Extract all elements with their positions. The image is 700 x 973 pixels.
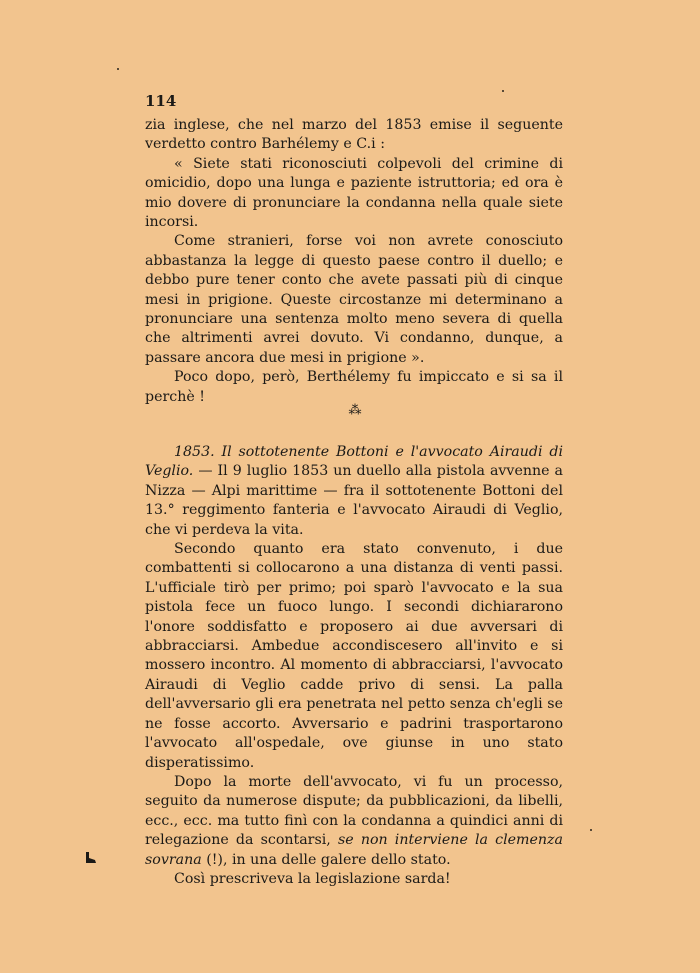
trial-text-before: Dopo la morte dell'avvocato, vi fu un processo, seguito da numerose dispute; da pubblicazioni, da libelli, ecc., ecc. ma tutto finì con la condanna a quindici anni di relegazione da scontarsi, xyxy=(145,773,563,849)
scan-speck xyxy=(590,829,592,831)
section-heading: 1853. Il sottotenente Bottoni e l'avvocato Airaudi di Veglio. xyxy=(145,444,563,480)
page-number: 114 xyxy=(145,92,177,110)
text-block-lower xyxy=(145,443,563,889)
paragraph-quote-end: Come stranieri, forse voi non avrete conosciuto abbastanza la legge di questo paese contro il duello; e debbo pure tener conto che avete passati più di cinque mesi in prigione. Queste circostanze mi determinano a pronunciare una sentenza molto meno severa di quella che altrimenti avrei dovuto. Vi condanno, dunque, a passare ancora due mesi in prigione ». xyxy=(145,233,563,366)
trial-text-after: (!), in una delle galere dello stato. xyxy=(201,851,451,868)
paragraph-closing: Così prescriveva la legislazione sarda! xyxy=(174,870,451,887)
section-opening xyxy=(145,443,563,540)
scan-speck xyxy=(117,68,119,70)
paragraph-epilogue: Poco dopo, però, Berthélemy fu impiccato e si sa il perchè ! xyxy=(145,369,563,405)
scan-speck xyxy=(502,90,504,92)
text-block-upper xyxy=(145,116,563,407)
paragraph-duel-account: Secondo quanto era stato convenuto, i due combattenti si collocarono a una distanza di venti passi. L'ufficiale tirò per primo; poi sparò l'avvocato e la sua pistola fece un fuoco lungo. I secondi dichiararono l'onore soddisfatto e proposero ai due avversari di abbracciarsi. Ambedue accondiscesero all'invito e si mossero incontro. Al momento di abbracciarsi, l'avvocato Airaudi di Veglio cadde privo di sensi. La palla dell'avversario gli era penetrata nel petto senza ch'egli se ne fosse accorto. Avversario e padrini trasportarono l'avvocato all'ospedale, ove giunse in uno stato disperatissimo. xyxy=(145,541,563,771)
paragraph-continuation: zia inglese, che nel marzo del 1853 emise il seguente verdetto contro Barhélemy e C.i : xyxy=(145,117,563,153)
section-intro: — Il 9 luglio 1853 un duello alla pistola avvenne a Nizza — Alpi marittime — fra il sottotenente Bottoni del 13.° reggimento fanteria e l'avvocato Airaudi di Veglio, che vi perdeva la vita. xyxy=(145,463,563,538)
section-separator: ⁂ xyxy=(348,403,362,418)
trial-text-italic: se non interviene la clemenza sovrana xyxy=(145,832,563,868)
paragraph-quote-start: « Siete stati riconosciuti colpevoli del crimine di omicidio, dopo una lunga e paziente istruttoria; ed ora è mio dovere di pronunciare la condanna nella quale siete incorsi. xyxy=(145,155,563,231)
paragraph-trial xyxy=(145,773,563,870)
ink-blot-icon xyxy=(86,852,96,863)
